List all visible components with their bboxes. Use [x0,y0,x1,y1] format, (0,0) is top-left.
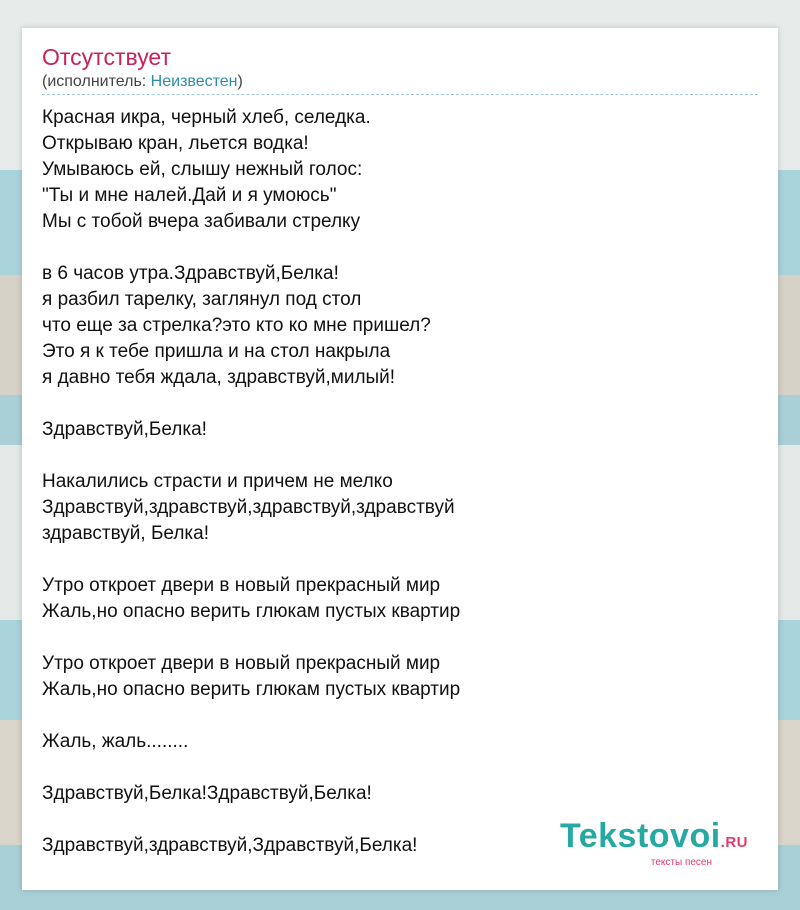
lyrics-line: Жаль, жаль........ [42,731,189,752]
lyrics-stanza [42,729,758,755]
lyrics-stanza [42,417,758,443]
artist-suffix: ) [237,73,243,90]
lyrics-stanza [42,469,758,547]
lyrics-line: здравствуй, Белка! [42,523,210,544]
lyrics-line: в 6 часов утра.Здравствуй,Белка! [42,263,339,284]
artist-link[interactable]: Неизвестен [150,73,238,90]
artist-line [42,73,243,91]
logo-wordmark [560,819,748,860]
lyrics-line: Мы с тобой вчера забивали стрелку [42,211,361,232]
lyrics-line: Здравствуй,здравствуй,Здравствуй,Белка! [42,835,418,856]
song-card [22,28,778,890]
artist-prefix: (исполнитель: [42,73,151,90]
logo-tld: .RU [720,834,748,851]
lyrics-stanza [42,261,758,391]
lyrics-line: что еще за стрелка?это кто ко мне пришел? [42,315,431,336]
site-logo[interactable] [560,819,748,868]
lyrics-stanza [42,105,758,235]
lyrics-line: я разбил тарелку, заглянул под стол [42,289,362,310]
lyrics-line: Открываю кран, льется водка! [42,133,309,154]
lyrics-line: Здравствуй,Белка!Здравствуй,Белка! [42,783,372,804]
lyrics-line: Утро откроет двери в новый прекрасный мир [42,653,441,674]
lyrics-line: Здравствуй,здравствуй,здравствуй,здравствуй [42,497,455,518]
lyrics-line: я давно тебя ждала, здравствуй,милый! [42,367,396,388]
lyrics-line: Утро откроет двери в новый прекрасный мир [42,575,441,596]
lyrics-line: "Ты и мне налей.Дай и я умоюсь" [42,185,337,206]
lyrics-line: Умываюсь ей, слышу нежный голос: [42,159,363,180]
lyrics-stanza [42,651,758,703]
lyrics-line: Красная икра, черный хлеб, селедка. [42,107,371,128]
lyrics-stanza [42,781,758,807]
lyrics-line: Накалились страсти и причем не мелко [42,471,393,492]
lyrics-stanza [42,573,758,625]
lyrics-line: Здравствуй,Белка! [42,419,207,440]
lyrics-block [42,105,758,885]
title-divider [42,94,758,95]
lyrics-line: Это я к тебе пришла и на стол накрыла [42,341,391,362]
logo-tagline: тексты песен [650,857,712,868]
lyrics-line: Жаль,но опасно верить глюкам пустых квартир [42,679,461,700]
logo-name: Tekstovoi [559,817,721,855]
song-title: Отсутствует [42,44,171,70]
lyrics-line: Жаль,но опасно верить глюкам пустых квартир [42,601,461,622]
